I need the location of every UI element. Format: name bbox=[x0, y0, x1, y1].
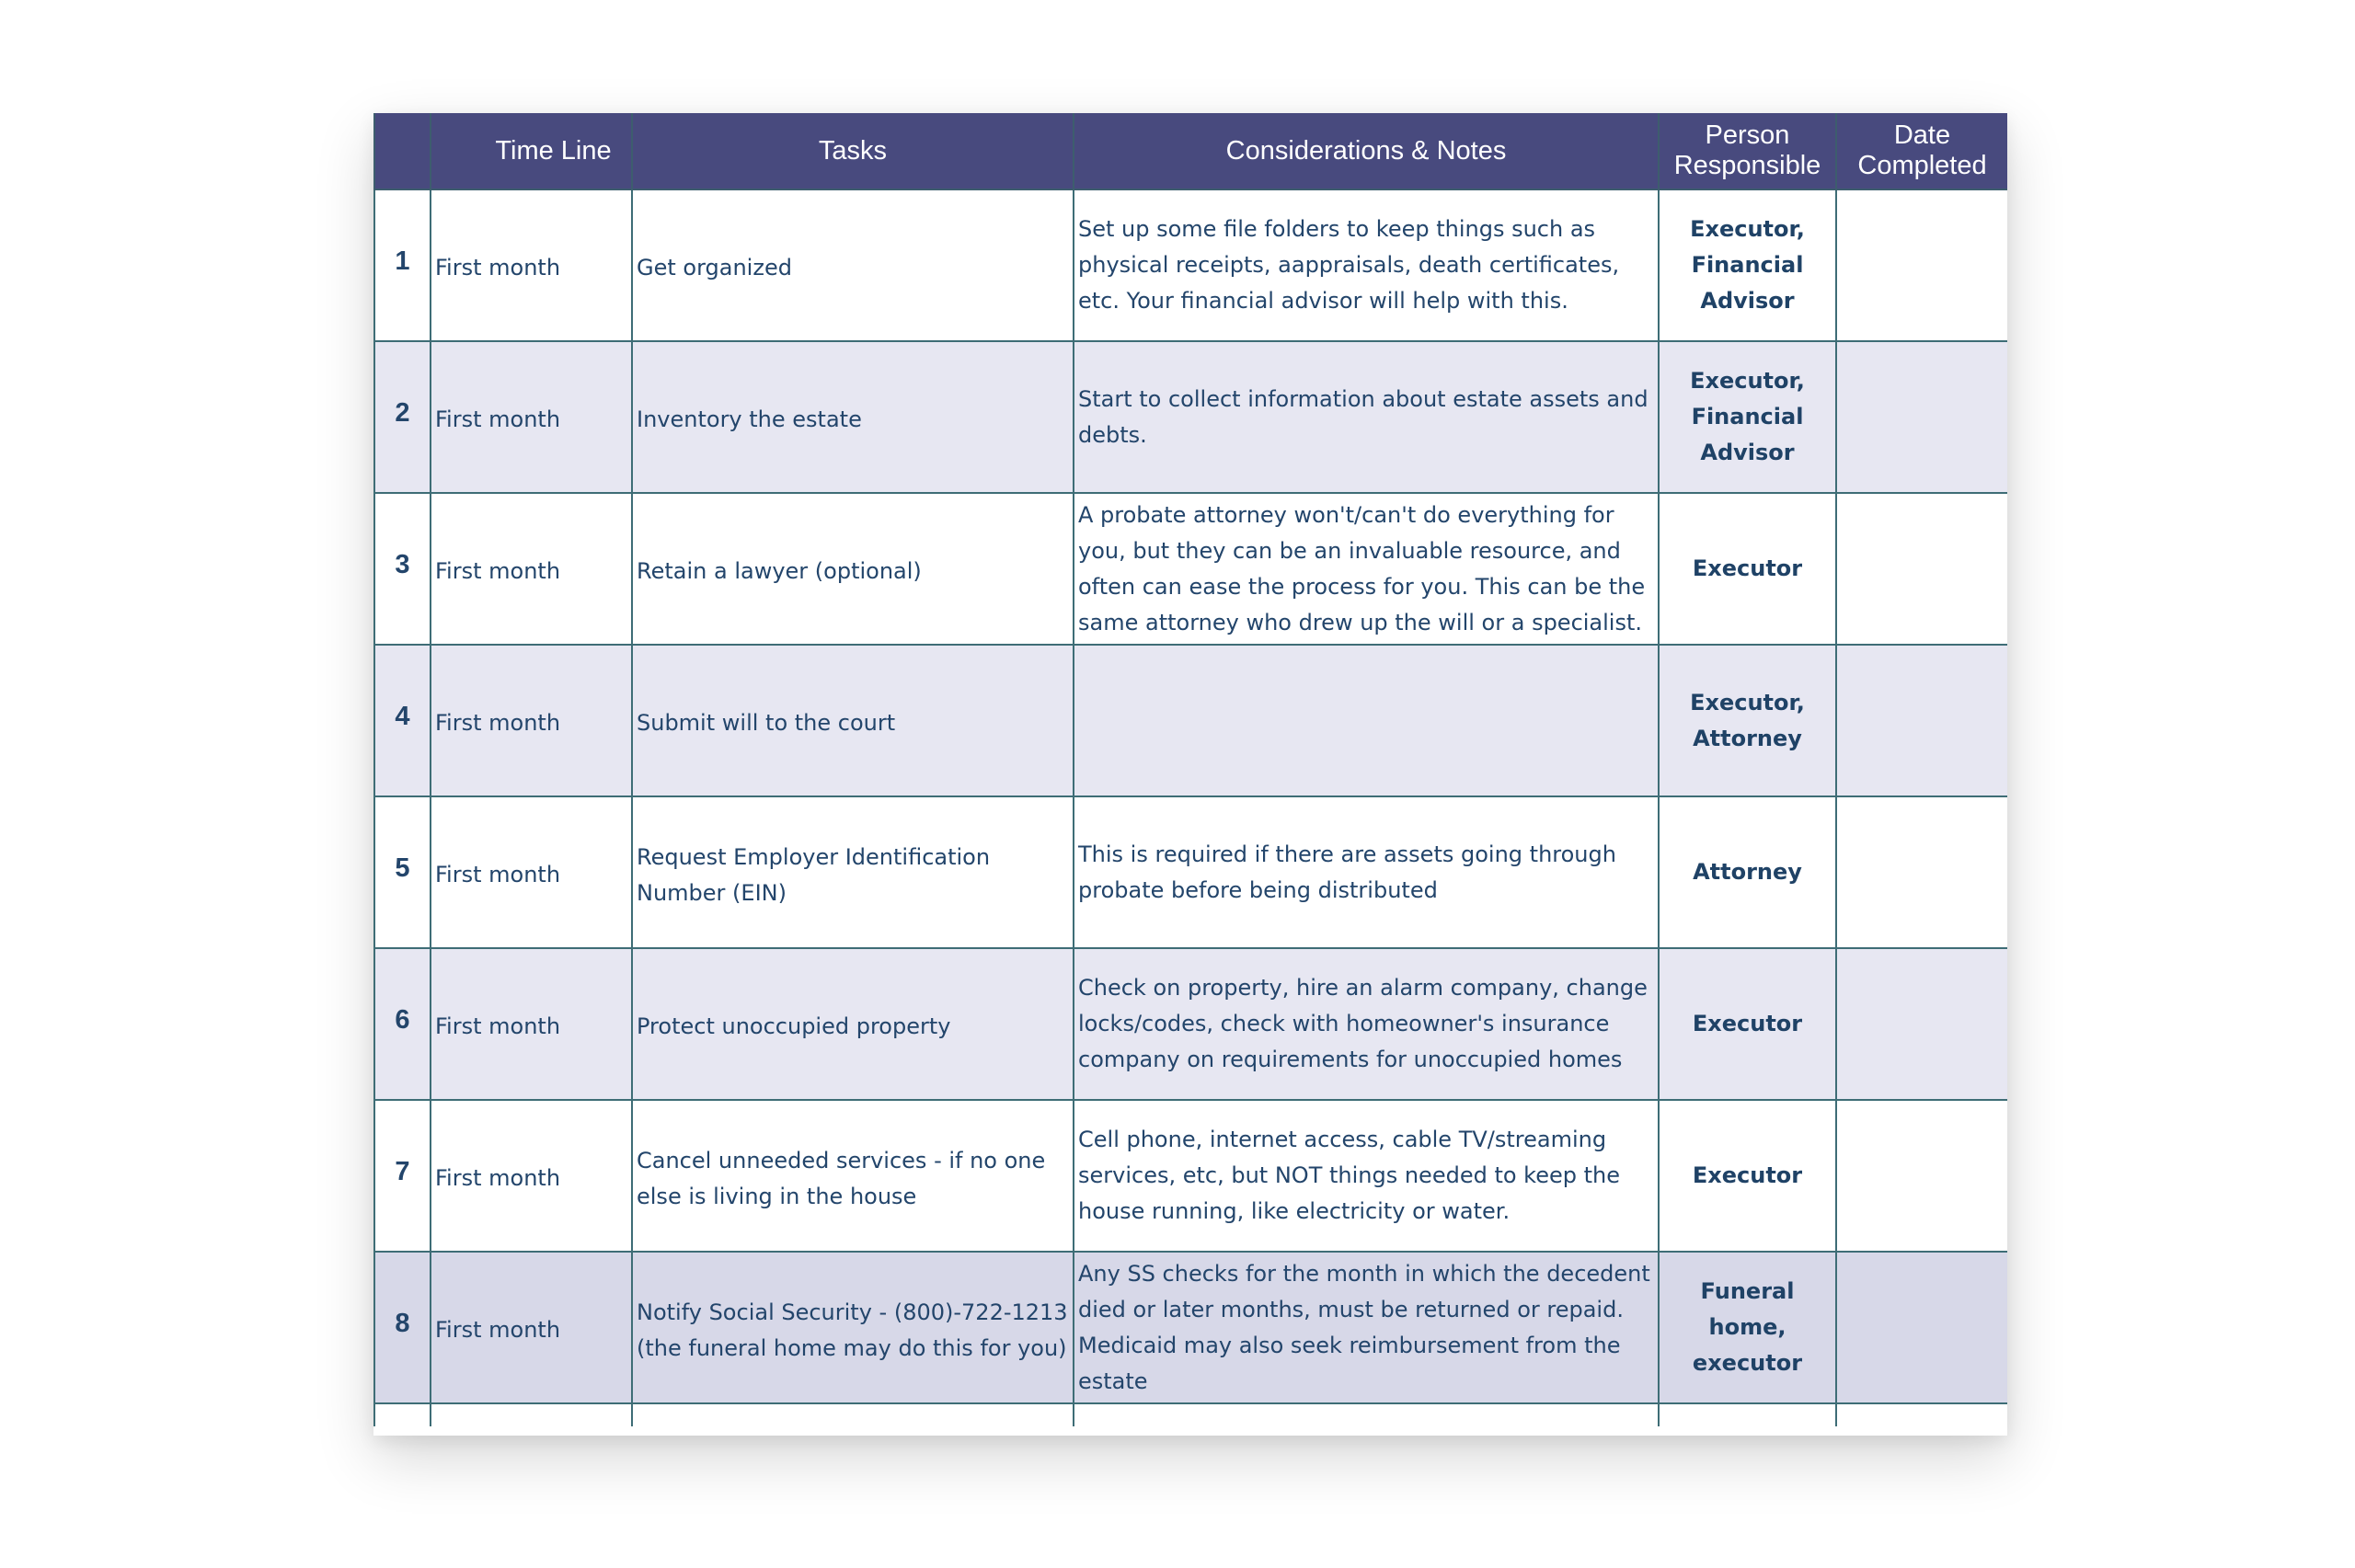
person-line: Executor bbox=[1692, 1162, 1803, 1188]
task-text: Cancel unneeded services - if no one else is living in the house bbox=[637, 1147, 1046, 1209]
row-number: 4 bbox=[395, 702, 410, 731]
header-timeline bbox=[431, 113, 632, 189]
task-cell[interactable] bbox=[632, 1252, 1074, 1403]
notes-cell[interactable] bbox=[1074, 1252, 1659, 1403]
person-cell[interactable] bbox=[1659, 948, 1836, 1100]
timeline-cell[interactable] bbox=[431, 796, 632, 948]
person-line: Funeral home, bbox=[1700, 1278, 1795, 1340]
row-number-cell[interactable] bbox=[374, 341, 431, 493]
row-number-cell[interactable] bbox=[374, 189, 431, 341]
row-number: 7 bbox=[395, 1157, 410, 1186]
notes-cell[interactable] bbox=[1074, 341, 1659, 493]
task-text: Protect unoccupied property bbox=[637, 1013, 951, 1039]
timeline-cell[interactable] bbox=[431, 493, 632, 645]
person-line: Advisor bbox=[1700, 288, 1795, 314]
header-row bbox=[374, 113, 2007, 189]
header-date-line1: Date bbox=[1893, 120, 1951, 150]
timeline-text: First month bbox=[435, 406, 561, 432]
notes-cell[interactable] bbox=[1074, 948, 1659, 1100]
date-completed-cell[interactable] bbox=[1836, 645, 2007, 796]
row-number-cell[interactable] bbox=[374, 796, 431, 948]
timeline-cell[interactable] bbox=[431, 948, 632, 1100]
person-line: executor bbox=[1692, 1350, 1803, 1376]
partial-cell bbox=[632, 1403, 1074, 1426]
timeline-cell[interactable] bbox=[431, 1252, 632, 1403]
header-number bbox=[374, 113, 431, 189]
task-cell[interactable] bbox=[632, 1100, 1074, 1252]
timeline-text: First month bbox=[435, 1317, 561, 1343]
person-cell[interactable] bbox=[1659, 1252, 1836, 1403]
notes-text: Check on property, hire an alarm company, change locks/codes, check with homeowner's insurance company on requirements for unoccupied homes bbox=[1078, 975, 1648, 1072]
header-date-line2: Completed bbox=[1857, 151, 1987, 180]
person-line: Executor, bbox=[1690, 689, 1805, 715]
date-completed-cell[interactable] bbox=[1836, 1100, 2007, 1252]
timeline-cell[interactable] bbox=[431, 189, 632, 341]
partial-cell bbox=[431, 1403, 632, 1426]
header-person-line2: Responsible bbox=[1673, 151, 1821, 180]
table-row bbox=[374, 189, 2007, 341]
task-cell[interactable] bbox=[632, 493, 1074, 645]
partial-cell bbox=[374, 1403, 431, 1426]
notes-text: Start to collect information about estate assets and debts. bbox=[1078, 385, 1648, 448]
person-cell[interactable] bbox=[1659, 341, 1836, 493]
timeline-text: First month bbox=[435, 255, 561, 280]
person-line: Executor, bbox=[1690, 368, 1805, 394]
timeline-cell[interactable] bbox=[431, 341, 632, 493]
task-text: Inventory the estate bbox=[637, 406, 862, 432]
date-completed-cell[interactable] bbox=[1836, 1252, 2007, 1403]
notes-text: A probate attorney won't/can't do everything for you, but they can be an invaluable resource, and often can ease the process for you. This can be the same attorney who drew up the will or a specialist. bbox=[1078, 501, 1646, 635]
timeline-text: First month bbox=[435, 1013, 561, 1039]
notes-cell[interactable] bbox=[1074, 645, 1659, 796]
person-line: Attorney bbox=[1693, 859, 1802, 885]
notes-text: Cell phone, internet access, cable TV/streaming services, etc, but NOT things needed to keep the house running, like electricity or water. bbox=[1078, 1127, 1620, 1224]
estate-task-sheet bbox=[373, 113, 2007, 1436]
person-line: Financial bbox=[1691, 252, 1804, 278]
task-cell[interactable] bbox=[632, 645, 1074, 796]
partial-next-row bbox=[374, 1403, 2007, 1426]
person-line: Advisor bbox=[1700, 440, 1795, 465]
row-number-cell[interactable] bbox=[374, 645, 431, 796]
notes-cell[interactable] bbox=[1074, 1100, 1659, 1252]
person-cell[interactable] bbox=[1659, 645, 1836, 796]
row-number: 8 bbox=[395, 1309, 410, 1338]
table-header bbox=[374, 113, 2007, 189]
notes-text: This is required if there are assets going through probate before being distributed bbox=[1078, 841, 1616, 903]
task-cell[interactable] bbox=[632, 189, 1074, 341]
row-number-cell[interactable] bbox=[374, 493, 431, 645]
notes-cell[interactable] bbox=[1074, 493, 1659, 645]
person-line: Executor bbox=[1692, 1011, 1803, 1036]
partial-cell bbox=[1659, 1403, 1836, 1426]
row-number: 3 bbox=[395, 550, 410, 579]
notes-text: Any SS checks for the month in which the decedent died or later months, must be returned or repaid. Medicaid may also seek reimbursement from the estate bbox=[1078, 1260, 1650, 1394]
task-text: Notify Social Security - (800)-722-1213 (the funeral home may do this for you) bbox=[637, 1299, 1068, 1361]
table-row bbox=[374, 1252, 2007, 1403]
notes-cell[interactable] bbox=[1074, 796, 1659, 948]
partial-cell bbox=[1074, 1403, 1659, 1426]
table-row bbox=[374, 645, 2007, 796]
person-cell[interactable] bbox=[1659, 189, 1836, 341]
notes-cell[interactable] bbox=[1074, 189, 1659, 341]
timeline-text: First month bbox=[435, 558, 561, 584]
partial-cell bbox=[1836, 1403, 2007, 1426]
header-person-responsible bbox=[1659, 113, 1836, 189]
row-number: 1 bbox=[395, 246, 410, 276]
task-text: Request Employer Identification Number (EIN) bbox=[637, 843, 991, 906]
task-cell[interactable] bbox=[632, 341, 1074, 493]
person-line: Executor, bbox=[1690, 216, 1805, 242]
row-number: 2 bbox=[395, 398, 410, 428]
task-cell[interactable] bbox=[632, 948, 1074, 1100]
header-timeline-label: Time Line bbox=[495, 135, 612, 166]
row-number-cell[interactable] bbox=[374, 948, 431, 1100]
date-completed-cell[interactable] bbox=[1836, 493, 2007, 645]
timeline-cell[interactable] bbox=[431, 645, 632, 796]
timeline-text: First month bbox=[435, 862, 561, 887]
row-number-cell[interactable] bbox=[374, 1252, 431, 1403]
header-date-completed bbox=[1836, 113, 2007, 189]
table-row bbox=[374, 948, 2007, 1100]
table-row bbox=[374, 341, 2007, 493]
header-tasks bbox=[632, 113, 1074, 189]
row-number-cell[interactable] bbox=[374, 1100, 431, 1252]
person-cell[interactable] bbox=[1659, 1100, 1836, 1252]
task-text: Retain a lawyer (optional) bbox=[637, 558, 922, 584]
date-completed-cell[interactable] bbox=[1836, 948, 2007, 1100]
date-completed-cell[interactable] bbox=[1836, 796, 2007, 948]
person-line: Financial bbox=[1691, 404, 1804, 429]
header-notes-label: Considerations & Notes bbox=[1225, 135, 1507, 166]
timeline-cell[interactable] bbox=[431, 1100, 632, 1252]
table-row bbox=[374, 493, 2007, 645]
person-line: Executor bbox=[1692, 555, 1803, 581]
estate-task-table bbox=[373, 113, 2007, 1426]
task-text: Get organized bbox=[637, 255, 792, 280]
person-cell[interactable] bbox=[1659, 493, 1836, 645]
notes-text: Set up some file folders to keep things such as physical receipts, aappraisals, death certificates, etc. Your financial advisor will help with this. bbox=[1078, 216, 1620, 314]
header-notes bbox=[1074, 113, 1659, 189]
table-row bbox=[374, 796, 2007, 948]
task-cell[interactable] bbox=[632, 796, 1074, 948]
row-number: 6 bbox=[395, 1005, 410, 1035]
task-text: Submit will to the court bbox=[637, 710, 896, 736]
header-person-line1: Person bbox=[1705, 120, 1790, 150]
timeline-text: First month bbox=[435, 710, 561, 736]
table-body bbox=[374, 189, 2007, 1426]
row-number: 5 bbox=[395, 853, 410, 883]
person-cell[interactable] bbox=[1659, 796, 1836, 948]
date-completed-cell[interactable] bbox=[1836, 189, 2007, 341]
header-tasks-label: Tasks bbox=[818, 135, 888, 166]
date-completed-cell[interactable] bbox=[1836, 341, 2007, 493]
person-line: Attorney bbox=[1693, 725, 1802, 751]
table-row bbox=[374, 1100, 2007, 1252]
timeline-text: First month bbox=[435, 1165, 561, 1191]
